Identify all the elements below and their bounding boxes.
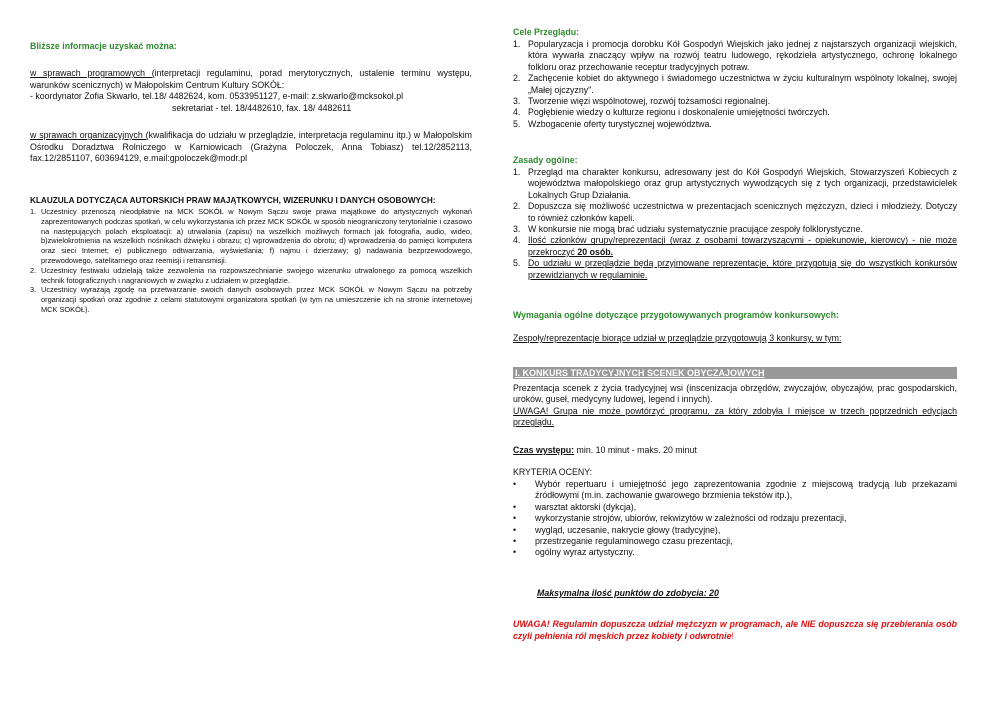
criteria-list: [513, 479, 957, 559]
rule-item: 2. Dopuszcza się możliwość uczestnictwa w prezentacjach scenicznych mężczyzn, dzieci i młodzieży. Dotyczy to również członków kapeli.: [513, 201, 957, 223]
contest-desc-text: Prezentacja scenek z życia tradycyjnej wsi (inscenizacja obrzędów, zwyczajów, obyczajów, prac gospodarskich, uroków, guseł, medycyny ludowej, legend i innych).: [513, 383, 957, 405]
programmatic-text: interpretacji regulaminu, porad merytorycznych, ustalenie terminu występu, warunków scenicznych) w Małopolskim Centrum Kultury SOKÓŁ:: [30, 68, 472, 90]
rules-heading: Zasady ogólne:: [513, 155, 578, 165]
goals-heading: Cele Przeglądu:: [513, 27, 579, 37]
criteria-item: • warsztat aktorski (dykcja),: [513, 501, 637, 512]
clause-list: [30, 207, 472, 315]
criteria-item: • przestrzeganie regulaminowego czasu prezentacji,: [513, 536, 733, 547]
goal-item: 3. Tworzenie więzi wspólnotowej, rozwój tożsamości regionalnej.: [513, 96, 771, 107]
criteria-item: • wykorzystanie strojów, ubiorów, rekwizytów w zależności od rodzaju prezentacji,: [513, 513, 847, 524]
rules-list: [513, 167, 957, 281]
rule-item: 5. Do udziału w przeglądzie będą przyjmowane reprezentacje, które przygotują się do wszystkich konkursów przewidzianych w regulaminie.: [513, 258, 957, 280]
rule-item: 3. W konkursie nie mogą brać udziału systematycznie pracujące zespoły folklorystyczne.: [513, 224, 863, 235]
clause-heading: KLAUZULA DOTYCZĄCA AUTORSKICH PRAW MAJĄTKOWYCH, WIZERUNKU I DANYCH OSOBOWYCH:: [30, 196, 436, 205]
programmatic-contact: [30, 68, 472, 114]
info-heading: Bliższe informacje uzyskać można:: [30, 41, 177, 51]
criteria-item: • ogólny wyraz artystyczny.: [513, 547, 635, 558]
clause-item: 3. Uczestnicy wyrażają zgodę na przetwarzanie swoich danych osobowych przez MCK SOKÓŁ w Nowym Sączu na potrzeby organizacji spotkań oraz zgodnie z celami statutowymi organizatora spotkań (w tym na umieszczenie ich na stronie internetowej MCK SOKÓŁ).: [30, 285, 472, 314]
contest-note: UWAGA! Grupa nie może powtórzyć programu, za który zdobyła I miejsce w trzech poprzednich edycjach przeglądu.: [513, 405, 957, 428]
requirements-heading: Wymagania ogólne dotyczące przygotowywanych programów konkursowych:: [513, 310, 839, 320]
secretariat-line: sekretariat - tel. 18/4482610, fax. 18/ 4482611: [172, 102, 352, 113]
organizational-link: w sprawach organizacyjnych (: [30, 130, 149, 140]
organizational-contact: [30, 130, 472, 165]
programmatic-link: w sprawach programowych (: [30, 68, 155, 78]
goal-item: 1. Popularyzacja i promocja dorobku Kół Gospodyń Wiejskich jako jednej z najstarszych organizacji wiejskich, która wywarła znaczący wpływ na rozwój teatru ludowego, rękodzieła artystycznego, ochronę lokalnego folkloru oraz przechowanie receptur tradycyjnych potraw.: [513, 39, 957, 72]
goals-list: [513, 39, 957, 130]
rule-item: 4. Ilość członków grupy/reprezentacji (wraz z osobami towarzyszącymi - opiekunowie, kierowcy) - nie może przekroczyć 20 osób.: [513, 235, 957, 257]
requirements-text: Zespoły/reprezentacje biorące udział w przeglądzie przygotowują 3 konkursy, w tym:: [513, 333, 842, 343]
organizational-text: kwalifikacja do udziału w przeglądzie, interpretacja regulaminu itp.) w Małopolskim Ośrodku Doradztwa Rolniczego w Karniowicach (Grażyna Poloczek, Anna Tobiasz) tel.12/2852113, fax.12/2851107, 603694129, e.mail:gpoloczek@modr.pl: [30, 130, 473, 163]
criteria-item: • Wybór repertuaru i umiejętność jego zaprezentowania zgodnie z miejscową tradycją lub przekazami źródłowymi (m.in. zachowanie gwarowego brzmienia tekstów itp.),: [513, 479, 957, 501]
contest-banner: I. KONKURS TRADYCYJNYCH SCENEK OBYCZAJOWYCH: [513, 367, 957, 379]
criteria-item: • wygląd, uczesanie, nakrycie głowy (tradycyjne),: [513, 524, 721, 535]
goal-item: 4. Pogłębienie wiedzy o kulturze regionu i doskonalenie umiejętności twórczych.: [513, 107, 830, 118]
goal-item: 2. Zachęcenie kobiet do aktywnego i świadomego uczestnictwa w życiu kulturalnym wspólnoty lokalnej, swojej „Małej ojczyzny".: [513, 73, 957, 95]
criteria-heading: KRYTERIA OCENY:: [513, 467, 593, 477]
performance-time: Czas występu: min. 10 minut - maks. 20 minut: [513, 445, 697, 455]
clause-item: 2. Uczestnicy festiwalu udzielają także zezwolenia na rozpowszechnianie swojego wizerunku utrwalonego za pomocą wszelkich technik fotograficznych i nagraniowych w związku z udziałem w przeglądzie.: [30, 265, 472, 285]
max-points: Maksymalna ilość punktów do zdobycia: 20: [537, 588, 719, 598]
clause-item: 1. Uczestnicy przenoszą nieodpłatnie na MCK SOKÓŁ w Nowym Sączu swoje prawa majątkowe do artystycznych wykonań zaprezentowanych podczas spotkań, w celu wykorzystania ich przez MCK SOKÓŁ w sposób nieograniczony terytorialnie i czasowo na następujących polach eksploatacji: a) utrwalania (zapisu) na wszelkich możliwych formach jak fotografia, audio, wideo, b)zwielokrotnienia na wszelkich nośnikach dźwięku i obrazu; c) wprowadzenia do obrotu; d) wprowadzenia do pamięci komputera oraz sieci Internet; e) publicznego odtwarzania, wyświetlania; f) najmu i dzierżawy; g) nadawania bezprzewodowego, przewodowego, satelitarnego oraz reemisji i retransmisji.: [30, 207, 472, 265]
contest-description: [513, 383, 957, 429]
goal-item: 5. Wzbogacenie oferty turystycznej województwa.: [513, 118, 712, 129]
rule-item: 1. Przegląd ma charakter konkursu, adresowany jest do Kół Gospodyń Wiejskich, Stowarzyszeń Kobiecych z województwa małopolskiego oraz grup artystycznych wywodzących się z tych organizacji, przedstawicielek Lokalnych Grup Działania.: [513, 167, 957, 200]
warning-text: UWAGA! Regulamin dopuszcza udział mężczyzn w programach, ale NIE dopuszcza się przebierania osób czyli pełnienia ról męskich przez kobiety i odwrotnie!: [513, 619, 957, 641]
coordinator-line: - koordynator Zofia Skwarło, tel.18/ 4482624, kom. 0533951127, e-mail: z.skwarlo@mcksokol.pl: [30, 91, 404, 101]
